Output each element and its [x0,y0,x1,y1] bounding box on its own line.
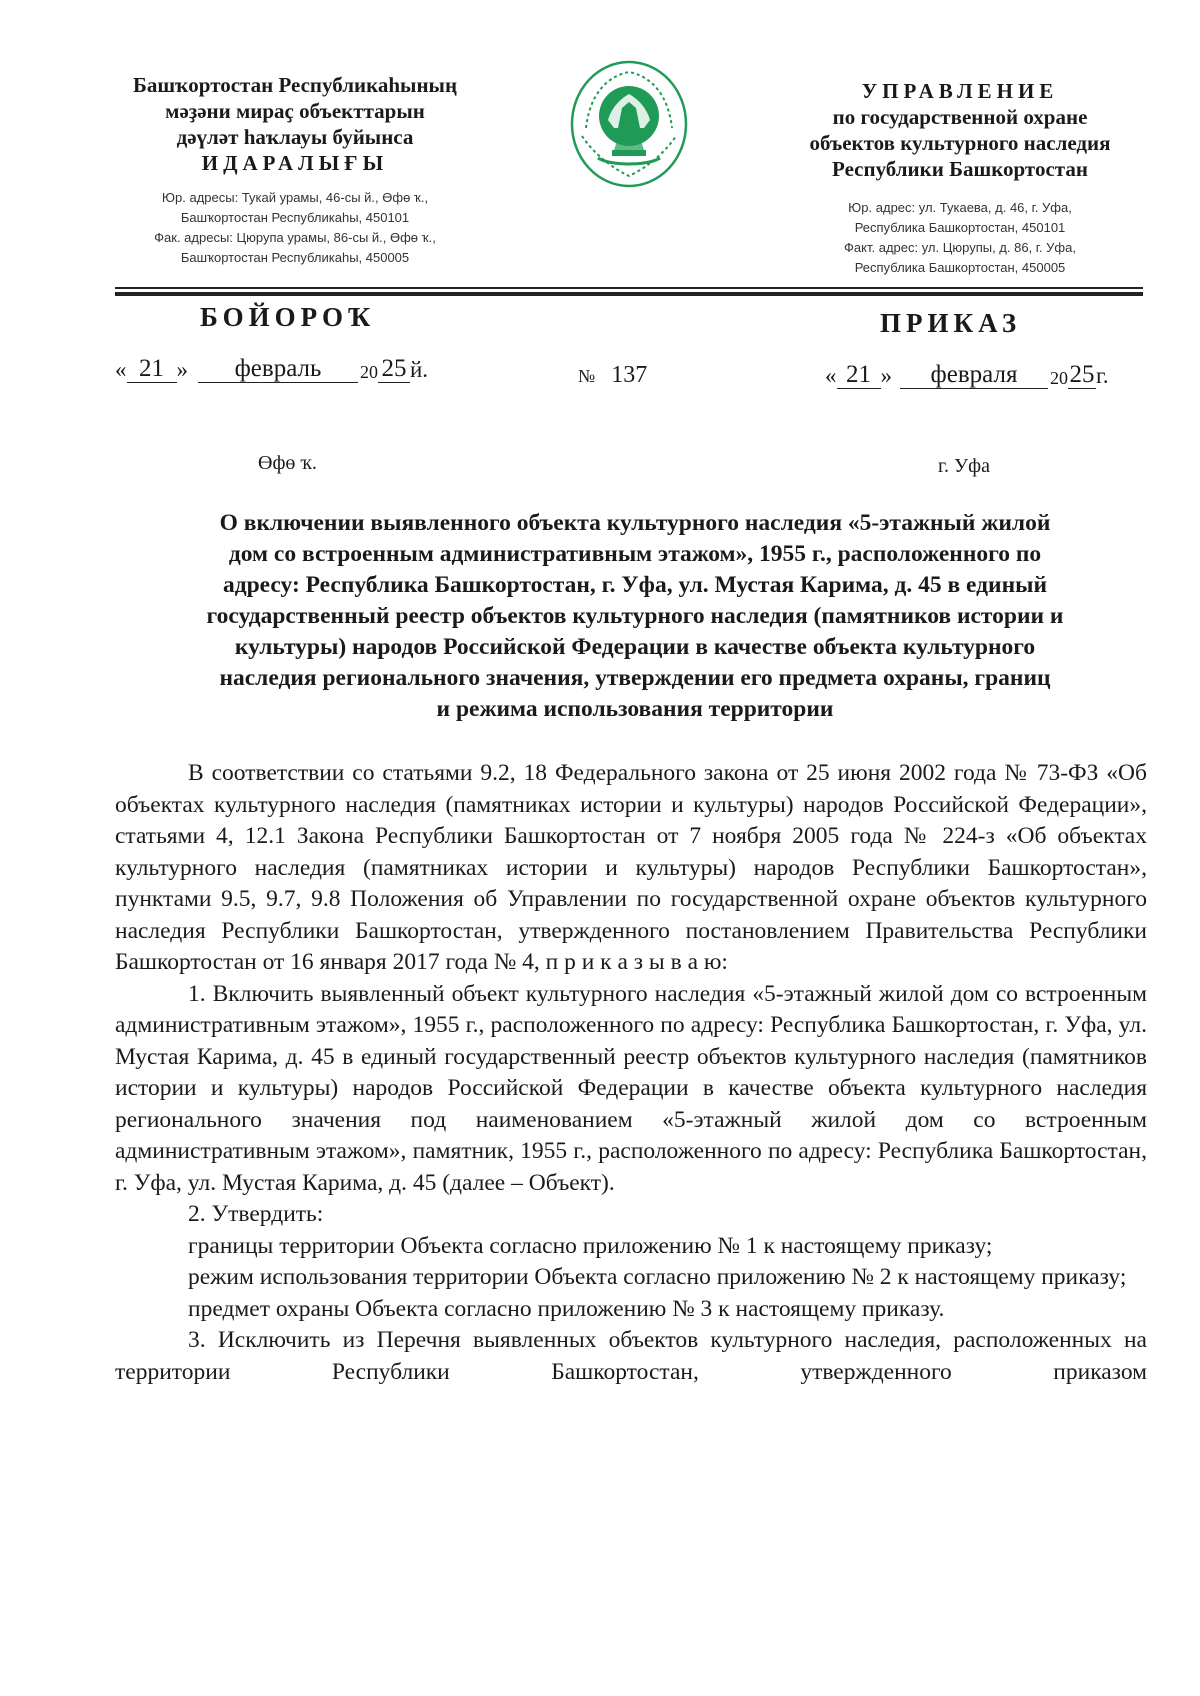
address-line: Юр. адрес: ул. Тукаева, д. 46, г. Уфа, [848,200,1072,215]
date-year-prefix: 20 [1050,368,1068,388]
date-month: февраля [900,362,1048,389]
header-left-organization [110,72,480,268]
body-paragraph: В соответствии со статьями 9.2, 18 Федерального закона от 25 июня 2002 года № 73-ФЗ «Об объектах культурного наследия (памятниках истории и культуры) народов Российской Федерации», статьями 4, 12.1 Закона Республики Башкортостан от 7 ноября 2005 года № 224-з «Об объектах культурного наследия (памятниках истории и культуры) народов Республики Башкортостан», пунктами 9.5, 9.7, 9.8 Положения об Управлении по государственной охране объектов культурного наследия Республики Башкортостан, утвержденного постановлением Правительства Республики Башкортостан от 16 января 2017 года № 4, п р и к а з ы в а ю: [115,760,1147,975]
title-line: адресу: Республика Башкортостан, г. Уфа, ул. Мустая Карима, д. 45 в единый [222,572,1048,598]
org-name-line: объектов культурного наследия [809,131,1111,155]
city-left: Өфө ҡ. [258,452,317,474]
address-line: Республика Башкортостан, 450101 [854,220,1066,235]
date-quote: « [115,357,127,382]
org-name-line: Башҡортостан Республикаһының [132,73,458,97]
body-paragraph: предмет охраны Объекта согласно приложению № 3 к настоящему приказу. [188,1295,945,1322]
date-left [115,356,428,383]
title-line: О включении выявленного объекта культурного наследия «5-этажный жилой [219,510,1051,536]
date-right [825,362,1109,389]
order-title [140,508,1130,725]
org-name-spaced: ИДАРАЛЫҒЫ [201,151,389,175]
date-month: февраль [198,356,358,383]
org-address [790,198,1130,278]
date-quote: » [880,363,892,388]
date-day: 21 [837,362,881,389]
body-paragraph: 1. Включить выявленный объект культурного наследия «5-этажный жилой дом со встроенным административным этажом», 1955 г., расположенного по адресу: Республика Башкортостан, г. Уфа, ул. Мустая Карима, д. 45 в единый государственный реестр объектов культурного наследия (памятников истории и культуры) народов Российской Федерации в качестве объекта культурного наследия регионального значения под наименованием «5-этажный жилой дом со встроенным административным этажом», памятник, 1955 г., расположенного по адресу: Республика Башкортостан, г. Уфа, ул. Мустая Карима, д. 45 (далее – Объект). [115,980,1147,1196]
address-line: Юр. адресы: Тукай урамы, 46-сы й., Өфө ҡ., [161,190,429,205]
doc-type-left: БОЙОРОҠ [200,302,376,332]
date-quote: » [176,357,188,382]
title-line: и режима использования территории [436,696,834,722]
date-year-word: й. [410,357,429,382]
number-sign: № [578,366,596,386]
number-value: 137 [611,362,648,388]
org-name-line: по государственной охране [832,105,1088,129]
order-body [115,758,1147,1388]
order-number [578,362,647,389]
bashkortostan-coat-of-arms-icon [568,58,690,190]
date-year-suffix: 25 [1069,361,1095,388]
date-year-word: г. [1096,363,1109,388]
address-line: Башҡортостан Республикаһы, 450005 [180,250,410,265]
body-paragraph: границы территории Объекта согласно приложению № 1 к настоящему приказу; [188,1232,993,1259]
date-year-prefix: 20 [360,362,378,382]
body-paragraph: 3. Исключить из Перечня выявленных объектов культурного наследия, расположенных на территории Республики Башкортостан, утвержденного приказом [115,1327,1147,1385]
title-line: государственный реестр объектов культурного наследия (памятников истории и [206,603,1064,629]
title-line: дом со встроенным административным этажом», 1955 г., расположенного по [228,541,1042,567]
title-line: наследия регионального значения, утверждении его предмета охраны, границ [219,665,1051,691]
date-quote: « [825,363,837,388]
org-name-spaced: УПРАВЛЕНИЕ [861,79,1059,103]
address-line: Башҡортостан Республикаһы, 450101 [180,210,410,225]
city-right: г. Уфа [938,455,990,477]
org-name-line: дәүләт һаҡлауы буйынса [176,125,414,149]
header-right-organization [790,78,1130,278]
body-paragraph: режим использования территории Объекта согласно приложению № 2 к настоящему приказу; [188,1264,1127,1290]
date-year-suffix: 25 [378,356,410,383]
header-divider-thin [115,287,1143,289]
header-divider-thick [115,292,1143,296]
org-name-line: Республики Башкортостан [832,157,1088,181]
title-line: культуры) народов Российской Федерации в качестве объекта культурного [234,634,1036,660]
body-paragraph: 2. Утвердить: [188,1201,324,1227]
date-day: 21 [127,356,177,383]
address-line: Республика Башкортостан, 450005 [854,260,1066,275]
org-name-line: мәҙәни мираҫ объекттарын [165,99,425,123]
org-address [110,188,480,268]
address-line: Фак. адресы: Цюрупа урамы, 86-сы й., Өфө ҡ., [154,230,436,245]
doc-type-right: ПРИКАЗ [880,308,1022,338]
address-line: Факт. адрес: ул. Цюрупы, д. 86, г. Уфа, [844,240,1076,255]
